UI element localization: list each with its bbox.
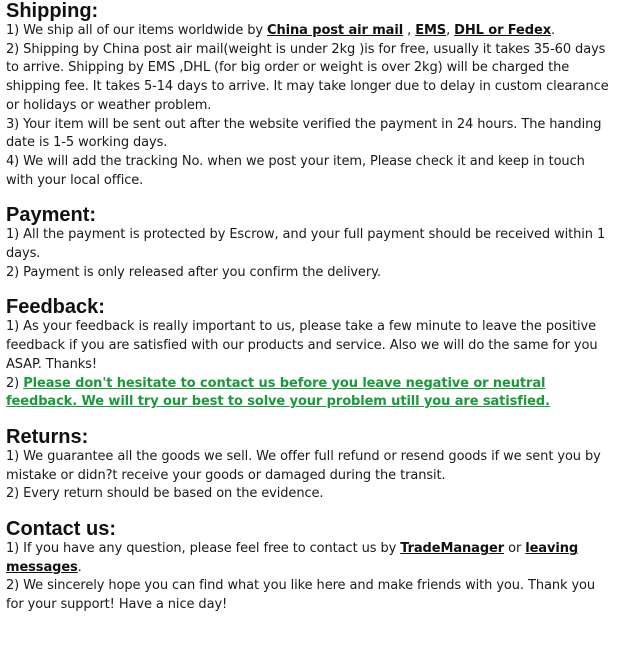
- shipping-heading: Shipping:: [6, 0, 99, 22]
- contact-before-feedback-link[interactable]: Please don't hesitate to contact us before you leave negative or neutral feedback. We will try our best to solve your problem utill you are satisfied.: [6, 375, 550, 410]
- feedback-section: [6, 296, 611, 412]
- returns-item-1: 1) We guarantee all the goods we sell. We offer full refund or resend goods if we sent you by mistake or didn?t receive your goods or damaged during the transit.: [6, 448, 601, 483]
- shipping-item-3: 3) Your item will be sent out after the website verified the payment in 24 hours. The handing date is 1-5 working days.: [6, 116, 602, 151]
- payment-heading: Payment:: [6, 204, 97, 227]
- ems-link[interactable]: EMS: [415, 23, 447, 38]
- feedback-item-2-number: 2): [6, 375, 24, 391]
- trademanager-link[interactable]: TradeManager: [400, 541, 505, 557]
- separator: ,: [403, 23, 416, 38]
- contact-item-1-text: 1) If you have any question, please feel free to contact us by: [6, 541, 401, 557]
- shipping-item-1: [6, 22, 611, 41]
- payment-item-1: 1) All the payment is protected by Escrow, and your full payment should be received within 1 days.: [6, 227, 606, 262]
- returns-heading: Returns:: [6, 425, 89, 448]
- period: .: [77, 559, 82, 575]
- contact-section: [6, 518, 611, 615]
- shipping-item-2: 2) Shipping by China post air mail(weight is under 2kg )is for free, usually it takes 35-60 days to arrive. Shipping by EMS ,DHL (for big order or weight is over 2kg) will be charged the shipping fee. It takes 5-14 days to arrive. It may take longer due to delay in custom clearance or holidays or weather problem.: [6, 41, 609, 113]
- returns-item-2: 2) Every return should be based on the evidence.: [6, 486, 324, 502]
- leaving-messages-link[interactable]: leaving messages: [6, 541, 579, 575]
- contact-item-1: [6, 540, 611, 577]
- separator: ,: [446, 23, 455, 38]
- returns-section: [6, 426, 611, 504]
- separator: or: [504, 541, 526, 557]
- dhl-fedex-link[interactable]: DHL or Fedex: [454, 23, 551, 38]
- contact-item-2: 2) We sincerely hope you can find what you like here and make friends with you. Thank you for your support! Have a nice day!: [6, 578, 596, 613]
- payment-item-2: 2) Payment is only released after you confirm the delivery.: [6, 264, 381, 280]
- payment-section: [6, 204, 611, 282]
- contact-heading: Contact us:: [6, 518, 116, 541]
- feedback-item-2: [6, 375, 611, 412]
- period: .: [550, 23, 556, 38]
- shipping-item-1-text: 1) We ship all of our items worldwide by: [6, 23, 268, 38]
- shipping-section: [6, 0, 611, 190]
- shipping-item-4: 4) We will add the tracking No. when we post your item, Please check it and keep in touch with your local office.: [6, 153, 585, 188]
- feedback-heading: Feedback:: [6, 296, 105, 319]
- feedback-item-1: 1) As your feedback is really important to us, please take a few minute to leave the positive feedback if you are satisfied with our products and service. Also we will do the same for you ASAP. Thanks!: [6, 319, 598, 372]
- china-post-link[interactable]: China post air mail: [267, 23, 404, 38]
